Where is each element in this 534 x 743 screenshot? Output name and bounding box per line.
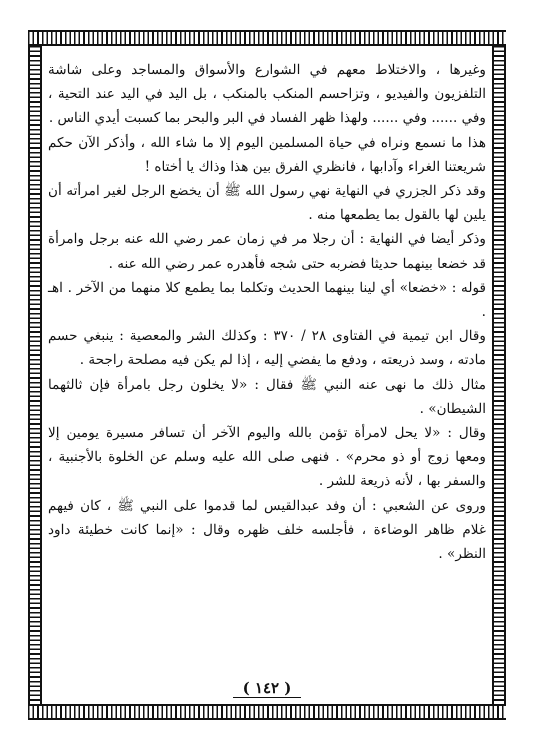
page-number-label: ( ١٤٢ ): [233, 679, 302, 698]
decorative-border-left: [28, 46, 42, 704]
paragraph-5: قوله : «خضعا» أي لينا بينهما الحديث وتكلما بما يطمع كلا منهما من الآخر . اهـ .: [48, 279, 486, 321]
page-number: [28, 679, 506, 698]
page-body-text: [48, 58, 486, 686]
paragraph-2: هذا ما نسمع ونراه في حياة المسلمين اليوم إلا ما شاء الله ، وأذكر الآن حكم شريعتنا الغراء وآدابها ، فانظري الفرق بين هذا وذاك يا أختاه !: [48, 134, 486, 175]
paragraph-7: مثال ذلك ما نهى عنه النبي ﷺ فقال : «لا يخلون رجل بامرأة فإن ثالثهما الشيطان» .: [48, 376, 486, 417]
paragraph-3: وقد ذكر الجزري في النهاية نهي رسول الله ﷺ أن يخضع الرجل لغير امرأته أن يلين لها بالقول بما يطمعها منه .: [48, 183, 486, 224]
decorative-border-right: [492, 46, 506, 704]
paragraph-9: وروى عن الشعبي : أن وفد عبدالقيس لما قدموا على النبي ﷺ ، كان فيهم غلام ظاهر الوضاءة ، فأجلسه خلف ظهره وقال : «إنما كانت خطيئة داود النظر» .: [48, 497, 486, 563]
paragraph-8: وقال : «لا يحل لامرأة تؤمن بالله واليوم الآخر أن تسافر مسيرة يومين إلا ومعها زوج أو ذو محرم» . فنهى صلى الله عليه وسلم عن الخلوة بالأجنبية ، والسفر بها ، لأنه ذريعة للشر .: [48, 425, 486, 490]
decorative-border-top: [28, 30, 506, 46]
page-border-frame: [28, 30, 506, 720]
decorative-border-bottom: [28, 704, 506, 720]
paragraph-1: وغيرها ، والاختلاط معهم في الشوارع والأسواق والمساجد وعلى شاشة التلفزيون والفيديو ، وتزاحسم المنكب بالمنكب ، بل اليد في اليد عند التحية ، وفي ...... وفي ...... ولهذا ظهر الفساد في البر والبحر بما كسبت أيدي الناس .: [48, 62, 486, 127]
paragraph-6: وقال ابن تيمية في الفتاوى ٢٨ / ٣٧٠ : وكذلك الشر والمعصية : ينبغي حسم مادته ، وسد ذريعته ، ودفع ما يفضي إليه ، إذا لم يكن فيه مصلحة راجحة .: [48, 328, 486, 369]
paragraph-4: وذكر أيضا في النهاية : أن رجلا مر في زمان عمر رضي الله عنه برجل وامرأة قد خضعا بينهما حديثا فضربه حتى شجه فأهدره عمر رضي الله عنه .: [48, 231, 486, 272]
